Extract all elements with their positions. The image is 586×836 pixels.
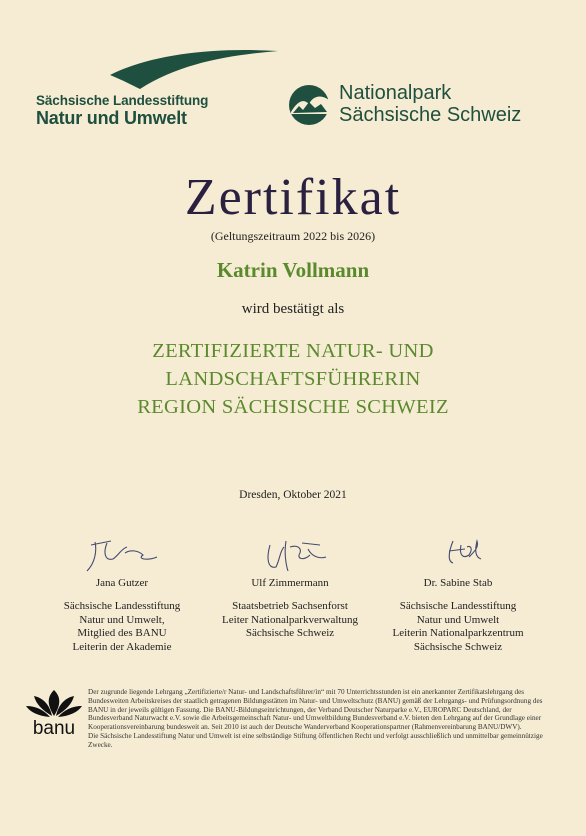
landesstiftung-logo — [30, 45, 230, 135]
nationalpark-region: Sächsische Schweiz — [339, 104, 522, 126]
signature-icon — [240, 537, 340, 577]
landesstiftung-name: Sächsische Landesstiftung — [36, 93, 209, 108]
qualification-line: REGION SÄCHSISCHE SCHWEIZ — [137, 396, 449, 418]
nationalpark-name: Nationalpark — [339, 82, 452, 104]
signatory-block — [368, 533, 548, 654]
banu-text: banu — [32, 718, 76, 739]
signature-icon — [413, 537, 503, 577]
swoosh-icon — [110, 45, 280, 90]
footer-paragraph: Der zugrunde liegende Lehrgang „Zertifizierte/r Natur- und Landschaftsführer/in“ mit 70 Unterrichtsstunden ist ein anerkannter Zertifikatslehrgang des Bundesweiten Arbeitskreises der staatlich getragenen Bildungsstätten im Natur- und Umweltschutz (BANU) gemäß der Lehrgangs- und Prüfungsordnung des BANU in der jeweils gültigen Fassung. Die BANU-Bildungseinrichtungen, der Verband Deutscher Naturparke e.V., EUROPARC Deutschland, der Bundesverband Naturwacht e.V. sowie die Arbeitsgemeinschaft Natur- und Umweltbildung Bundesverband e.V. bieten den Lehrgang auf der Grundlage einer Kooperationsvereinbarung bundesweit an. Seit 2010 ist auch der Deutsche Wanderverband Kooperationspartner (Rahmenvereinbarung BANU/DWV). — [88, 688, 543, 732]
signatory-name: Jana Gutzer — [95, 577, 149, 589]
place-date: Dresden, Oktober 2021 — [239, 489, 347, 501]
qualification-line: ZERTIFIZIERTE NATUR- UND — [152, 340, 434, 362]
footer-paragraph: Die Sächsische Landesstiftung Natur und Umwelt ist eine selbständige Stiftung öffentlichen Recht und verfolgt ausschließlich und unmittelbar gemeinnützige Zwecke. — [88, 731, 543, 749]
signatory-block — [32, 533, 212, 654]
signatory-block — [200, 533, 380, 641]
signatory-role: Sächsische Landesstiftung Natur und Umwelt Leiterin Nationalparkzentrum Sächsische Schweiz — [392, 600, 524, 653]
signatory-role: Staatsbetrieb Sachsenforst Leiter Nationalparkverwaltung Sächsische Schweiz — [222, 600, 358, 639]
certificate-title: Zertifikat — [184, 169, 402, 226]
banu-leaves-icon — [24, 688, 84, 718]
confirmation-text: wird bestätigt als — [241, 301, 345, 317]
nationalpark-emblem-icon — [285, 84, 333, 126]
validity-period: (Geltungszeitraum 2022 bis 2026) — [210, 229, 376, 243]
signature-icon — [77, 537, 167, 577]
recipient-name: Katrin Vollmann — [216, 258, 370, 282]
landesstiftung-subtitle: Natur und Umwelt — [36, 108, 187, 128]
banu-logo — [24, 688, 84, 738]
qualification-line: LANDSCHAFTSFÜHRERIN — [165, 368, 421, 390]
signatory-name: Dr. Sabine Stab — [423, 577, 493, 589]
nationalpark-logo — [285, 82, 555, 132]
footer-note — [88, 688, 558, 750]
signatory-role: Sächsische Landesstiftung Natur und Umwelt, Mitglied des BANU Leiterin der Akademie — [63, 600, 181, 653]
signatory-name: Ulf Zimmermann — [251, 577, 329, 589]
